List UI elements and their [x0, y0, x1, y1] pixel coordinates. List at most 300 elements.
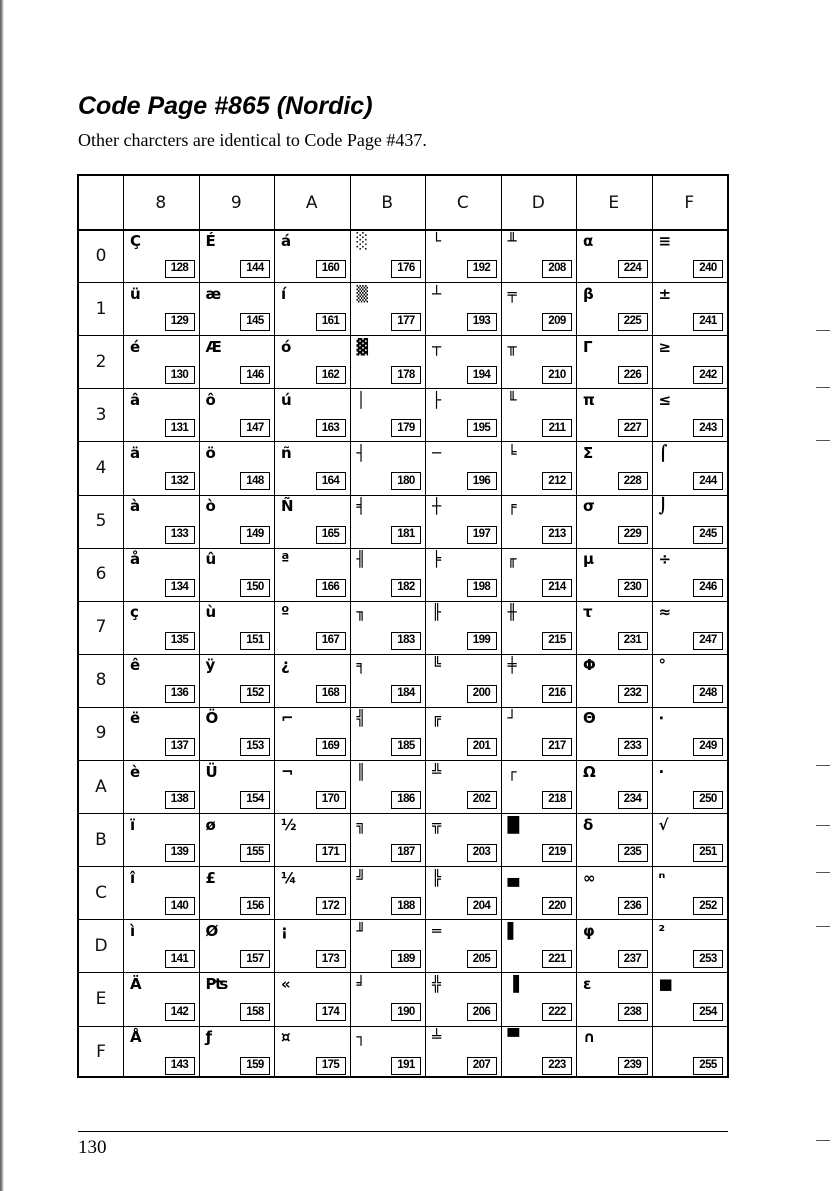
character-cell [274, 972, 350, 1025]
character-cell [652, 707, 728, 760]
character-cell [425, 495, 501, 548]
character-glyph: ¬ [281, 762, 294, 781]
decimal-code-box: 237 [618, 950, 648, 968]
decimal-code-box: 158 [240, 1003, 270, 1021]
character-cell [425, 441, 501, 494]
decimal-code-box: 233 [618, 738, 648, 756]
decimal-code-box: 219 [542, 844, 572, 862]
character-glyph: ╝ [356, 868, 366, 887]
character-cell [576, 866, 652, 919]
decimal-code-box: 214 [542, 579, 572, 597]
row-header: 9 [95, 723, 107, 744]
character-cell [350, 282, 426, 335]
decimal-code-box: 249 [693, 738, 723, 756]
character-glyph: ₧ [205, 974, 229, 993]
character-glyph: │ [356, 390, 366, 409]
character-glyph: ë [130, 709, 141, 728]
character-glyph: î [130, 868, 136, 887]
character-glyph: ║ [356, 762, 366, 781]
character-cell [350, 760, 426, 813]
character-cell [123, 601, 199, 654]
character-glyph: · [658, 762, 665, 781]
character-cell [123, 335, 199, 388]
decimal-code-box: 134 [165, 579, 195, 597]
character-glyph: └ [432, 231, 442, 250]
character-cell [199, 813, 275, 866]
character-glyph: ╔ [432, 709, 442, 728]
decimal-code-box: 142 [165, 1003, 195, 1021]
character-glyph: ╫ [507, 603, 517, 622]
character-cell [501, 548, 577, 601]
character-cell [501, 495, 577, 548]
character-cell [274, 919, 350, 972]
character-glyph: ⌠ [658, 443, 668, 462]
character-cell [123, 866, 199, 919]
character-glyph: Ω [583, 762, 596, 781]
character-cell [199, 548, 275, 601]
character-glyph: ² [658, 921, 666, 940]
decimal-code-box: 207 [467, 1057, 497, 1075]
character-cell [123, 495, 199, 548]
character-cell [199, 866, 275, 919]
character-cell [652, 495, 728, 548]
character-cell [199, 282, 275, 335]
character-cell [576, 548, 652, 601]
row-header: B [95, 829, 107, 850]
column-header: C [456, 192, 469, 213]
character-cell [652, 654, 728, 707]
character-cell [652, 335, 728, 388]
row-header: 6 [95, 564, 107, 585]
decimal-code-box: 199 [467, 632, 497, 650]
decimal-code-box: 239 [618, 1057, 648, 1075]
decimal-code-box: 181 [391, 526, 421, 544]
decimal-code-box: 246 [693, 579, 723, 597]
character-glyph: ■ [658, 974, 673, 993]
decimal-code-box: 211 [542, 419, 572, 437]
decimal-code-box: 130 [165, 366, 195, 384]
decimal-code-box: 137 [165, 738, 195, 756]
character-glyph: ≡ [658, 231, 672, 250]
character-cell [123, 282, 199, 335]
character-cell [501, 760, 577, 813]
decimal-code-box: 189 [391, 950, 421, 968]
character-cell [350, 972, 426, 1025]
decimal-code-box: 170 [316, 791, 346, 809]
character-cell [123, 388, 199, 441]
character-cell [350, 601, 426, 654]
decimal-code-box: 139 [165, 844, 195, 862]
character-glyph: σ [583, 497, 595, 515]
decimal-code-box: 129 [165, 313, 195, 331]
decimal-code-box: 155 [240, 844, 270, 862]
decimal-code-box: 191 [391, 1057, 421, 1075]
character-cell [425, 548, 501, 601]
decimal-code-box: 179 [391, 419, 421, 437]
character-cell [199, 441, 275, 494]
character-cell [350, 548, 426, 601]
decimal-code-box: 210 [542, 366, 572, 384]
character-glyph: ▒ [356, 284, 369, 303]
character-glyph: █ [507, 815, 520, 834]
character-glyph: ├ [432, 390, 442, 409]
character-glyph: ╪ [507, 656, 517, 675]
character-glyph: ┤ [356, 443, 366, 462]
character-glyph: ô [205, 390, 216, 409]
decimal-code-box: 253 [693, 950, 723, 968]
character-glyph: â [130, 390, 141, 409]
character-cell [199, 707, 275, 760]
character-cell [350, 388, 426, 441]
decimal-code-box: 205 [467, 950, 497, 968]
character-glyph: º [281, 603, 290, 622]
character-glyph: û [205, 550, 217, 569]
character-glyph: ∩ [583, 1028, 596, 1046]
decimal-code-box: 236 [618, 897, 648, 915]
character-cell [123, 548, 199, 601]
character-cell [425, 335, 501, 388]
character-cell [199, 601, 275, 654]
character-glyph: ï [130, 815, 136, 834]
character-cell [501, 972, 577, 1025]
column-header: B [381, 192, 394, 213]
decimal-code-box: 241 [693, 313, 723, 331]
decimal-code-box: 154 [240, 791, 270, 809]
character-glyph: à [130, 497, 141, 515]
character-cell [199, 229, 275, 282]
character-glyph: ╠ [432, 868, 442, 887]
page-title: Code Page #865 (Nordic) [78, 92, 373, 120]
decimal-code-box: 166 [316, 579, 346, 597]
decimal-code-box: 141 [165, 950, 195, 968]
character-glyph: ê [130, 656, 141, 675]
column-header: D [531, 192, 545, 213]
decimal-code-box: 136 [165, 685, 195, 703]
character-cell [576, 441, 652, 494]
row-header: 4 [95, 457, 107, 478]
decimal-code-box: 225 [618, 313, 648, 331]
character-cell [652, 282, 728, 335]
character-glyph: ε [583, 974, 592, 993]
character-glyph: æ [205, 284, 222, 303]
character-glyph: ÷ [658, 550, 672, 569]
row-header: 0 [95, 245, 107, 266]
character-cell [576, 972, 652, 1025]
character-glyph: ╦ [432, 815, 442, 834]
character-cell [652, 919, 728, 972]
margin-mark [816, 825, 830, 826]
character-glyph: ½ [281, 815, 297, 834]
character-cell [576, 335, 652, 388]
decimal-code-box: 208 [542, 260, 572, 278]
decimal-code-box: 147 [240, 419, 270, 437]
character-glyph: ù [205, 603, 217, 622]
character-cell [501, 601, 577, 654]
character-glyph: Ä [130, 974, 142, 993]
character-cell [274, 229, 350, 282]
character-glyph: ≤ [658, 390, 672, 409]
decimal-code-box: 175 [316, 1057, 346, 1075]
row-header: D [94, 935, 108, 956]
character-glyph: å [130, 550, 141, 569]
decimal-code-box: 193 [467, 313, 497, 331]
decimal-code-box: 245 [693, 526, 723, 544]
character-glyph: ö [205, 443, 216, 462]
decimal-code-box: 151 [240, 632, 270, 650]
character-glyph: Ø [205, 921, 219, 940]
character-glyph: α [583, 231, 594, 250]
character-glyph: ⁿ [658, 868, 666, 887]
character-cell [576, 1026, 652, 1079]
decimal-code-box: 169 [316, 738, 346, 756]
character-glyph: ┼ [432, 497, 442, 515]
character-glyph: Å [130, 1028, 142, 1046]
decimal-code-box: 247 [693, 632, 723, 650]
character-glyph: φ [583, 921, 595, 940]
character-glyph: β [583, 284, 594, 303]
character-cell [652, 760, 728, 813]
decimal-code-box: 232 [618, 685, 648, 703]
character-cell [576, 654, 652, 707]
character-cell [199, 1026, 275, 1079]
margin-mark [816, 1140, 830, 1141]
character-cell [274, 335, 350, 388]
character-glyph: ▓ [356, 337, 369, 356]
decimal-code-box: 216 [542, 685, 572, 703]
character-glyph: ╡ [356, 497, 366, 515]
character-cell [425, 388, 501, 441]
character-cell [652, 866, 728, 919]
character-glyph: ╣ [356, 709, 366, 728]
decimal-code-box: 251 [693, 844, 723, 862]
margin-mark [816, 330, 830, 331]
decimal-code-box: 197 [467, 526, 497, 544]
character-glyph: ┐ [356, 1028, 366, 1046]
character-glyph: ñ [281, 443, 292, 462]
character-cell [123, 760, 199, 813]
character-cell [501, 229, 577, 282]
character-glyph: ¡ [281, 921, 288, 940]
character-glyph [659, 1027, 681, 1049]
character-glyph: ▄ [507, 868, 520, 887]
character-cell [576, 707, 652, 760]
decimal-code-box: 198 [467, 579, 497, 597]
decimal-code-box: 235 [618, 844, 648, 862]
character-cell [199, 654, 275, 707]
margin-mark [816, 387, 830, 388]
character-glyph: ó [281, 337, 292, 356]
decimal-code-box: 185 [391, 738, 421, 756]
character-cell [576, 388, 652, 441]
decimal-code-box: 192 [467, 260, 497, 278]
row-header: F [96, 1042, 106, 1063]
decimal-code-box: 196 [467, 472, 497, 490]
decimal-code-box: 143 [165, 1057, 195, 1075]
page-number: 130 [78, 1137, 107, 1158]
character-glyph: ø [205, 815, 216, 834]
character-glyph: Γ [583, 337, 593, 356]
column-header: F [684, 192, 695, 213]
decimal-code-box: 167 [316, 632, 346, 650]
character-glyph: ╧ [432, 1028, 442, 1046]
character-cell [274, 760, 350, 813]
character-glyph: ╟ [432, 603, 442, 622]
character-cell [350, 919, 426, 972]
character-glyph: ╗ [356, 815, 366, 834]
decimal-code-box: 146 [240, 366, 270, 384]
character-cell [501, 866, 577, 919]
character-cell [501, 813, 577, 866]
character-glyph: ╙ [507, 390, 517, 409]
decimal-code-box: 242 [693, 366, 723, 384]
character-cell [123, 229, 199, 282]
character-glyph: ƒ [205, 1028, 213, 1046]
character-cell [425, 601, 501, 654]
character-cell [350, 654, 426, 707]
character-glyph: µ [583, 550, 595, 569]
margin-mark [816, 926, 830, 927]
character-glyph: ÿ [205, 656, 216, 675]
character-cell [501, 1026, 577, 1079]
decimal-code-box: 174 [316, 1003, 346, 1021]
decimal-code-box: 248 [693, 685, 723, 703]
decimal-code-box: 184 [391, 685, 421, 703]
decimal-code-box: 159 [240, 1057, 270, 1075]
decimal-code-box: 182 [391, 579, 421, 597]
decimal-code-box: 194 [467, 366, 497, 384]
code-page-table [77, 174, 729, 1078]
decimal-code-box: 255 [693, 1057, 723, 1075]
decimal-code-box: 206 [467, 1003, 497, 1021]
character-cell [425, 813, 501, 866]
decimal-code-box: 161 [316, 313, 346, 331]
footer-rule [78, 1131, 728, 1132]
decimal-code-box: 144 [240, 260, 270, 278]
character-cell [123, 654, 199, 707]
character-glyph: Ç [130, 231, 142, 250]
decimal-code-box: 183 [391, 632, 421, 650]
decimal-code-box: 215 [542, 632, 572, 650]
decimal-code-box: 209 [542, 313, 572, 331]
character-glyph: ╩ [432, 762, 442, 781]
character-glyph: ⌡ [658, 497, 668, 515]
decimal-code-box: 213 [542, 526, 572, 544]
character-cell [501, 441, 577, 494]
decimal-code-box: 226 [618, 366, 648, 384]
decimal-code-box: 131 [165, 419, 195, 437]
decimal-code-box: 133 [165, 526, 195, 544]
character-glyph: « [281, 974, 291, 993]
character-cell [199, 972, 275, 1025]
decimal-code-box: 240 [693, 260, 723, 278]
decimal-code-box: 224 [618, 260, 648, 278]
character-glyph: ▌ [507, 921, 520, 940]
decimal-code-box: 231 [618, 632, 648, 650]
row-header: 1 [95, 298, 107, 319]
column-header: 9 [230, 192, 242, 213]
character-glyph: ╞ [432, 550, 442, 569]
character-cell [350, 441, 426, 494]
character-cell [274, 707, 350, 760]
character-glyph: ä [130, 443, 141, 462]
scan-edge [0, 0, 4, 1191]
character-cell [652, 388, 728, 441]
character-cell [350, 495, 426, 548]
character-glyph: Φ [583, 656, 596, 675]
character-cell [199, 335, 275, 388]
decimal-code-box: 168 [316, 685, 346, 703]
decimal-code-box: 162 [316, 366, 346, 384]
character-cell [350, 229, 426, 282]
character-cell [274, 1026, 350, 1079]
decimal-code-box: 149 [240, 526, 270, 544]
character-glyph: ≈ [658, 603, 672, 622]
decimal-code-box: 202 [467, 791, 497, 809]
character-cell [350, 813, 426, 866]
character-glyph: ∙ [658, 709, 665, 728]
row-header: 7 [95, 617, 107, 638]
character-glyph: ª [281, 550, 290, 569]
character-glyph: ú [281, 390, 292, 409]
character-cell [576, 919, 652, 972]
character-cell [576, 760, 652, 813]
decimal-code-box: 227 [618, 419, 648, 437]
decimal-code-box: 254 [693, 1003, 723, 1021]
character-cell [501, 654, 577, 707]
decimal-code-box: 228 [618, 472, 648, 490]
decimal-code-box: 178 [391, 366, 421, 384]
decimal-code-box: 200 [467, 685, 497, 703]
character-glyph: ç [130, 603, 139, 622]
character-glyph: è [130, 762, 141, 781]
character-cell [274, 282, 350, 335]
character-cell [425, 707, 501, 760]
character-glyph: í [281, 284, 287, 303]
character-glyph: ┴ [432, 284, 442, 303]
character-cell [501, 388, 577, 441]
character-glyph: ò [205, 497, 216, 515]
decimal-code-box: 173 [316, 950, 346, 968]
decimal-code-box: 150 [240, 579, 270, 597]
decimal-code-box: 145 [240, 313, 270, 331]
row-header: C [95, 882, 107, 903]
row-header: E [95, 988, 107, 1009]
decimal-code-box: 171 [316, 844, 346, 862]
character-cell [501, 707, 577, 760]
character-glyph: ╛ [356, 974, 366, 993]
character-cell [274, 866, 350, 919]
decimal-code-box: 180 [391, 472, 421, 490]
character-cell [350, 866, 426, 919]
character-glyph: ° [658, 656, 666, 675]
decimal-code-box: 212 [542, 472, 572, 490]
character-cell [652, 1026, 728, 1079]
character-cell [425, 1026, 501, 1079]
character-cell [425, 282, 501, 335]
character-cell [425, 760, 501, 813]
character-cell [576, 495, 652, 548]
character-cell [123, 707, 199, 760]
character-glyph: ╚ [432, 656, 442, 675]
decimal-code-box: 132 [165, 472, 195, 490]
character-cell [199, 919, 275, 972]
character-cell [501, 919, 577, 972]
character-glyph: ╖ [356, 603, 366, 622]
character-glyph: π [583, 390, 595, 409]
character-glyph: δ [583, 815, 594, 834]
character-glyph: Æ [205, 337, 222, 356]
decimal-code-box: 195 [467, 419, 497, 437]
